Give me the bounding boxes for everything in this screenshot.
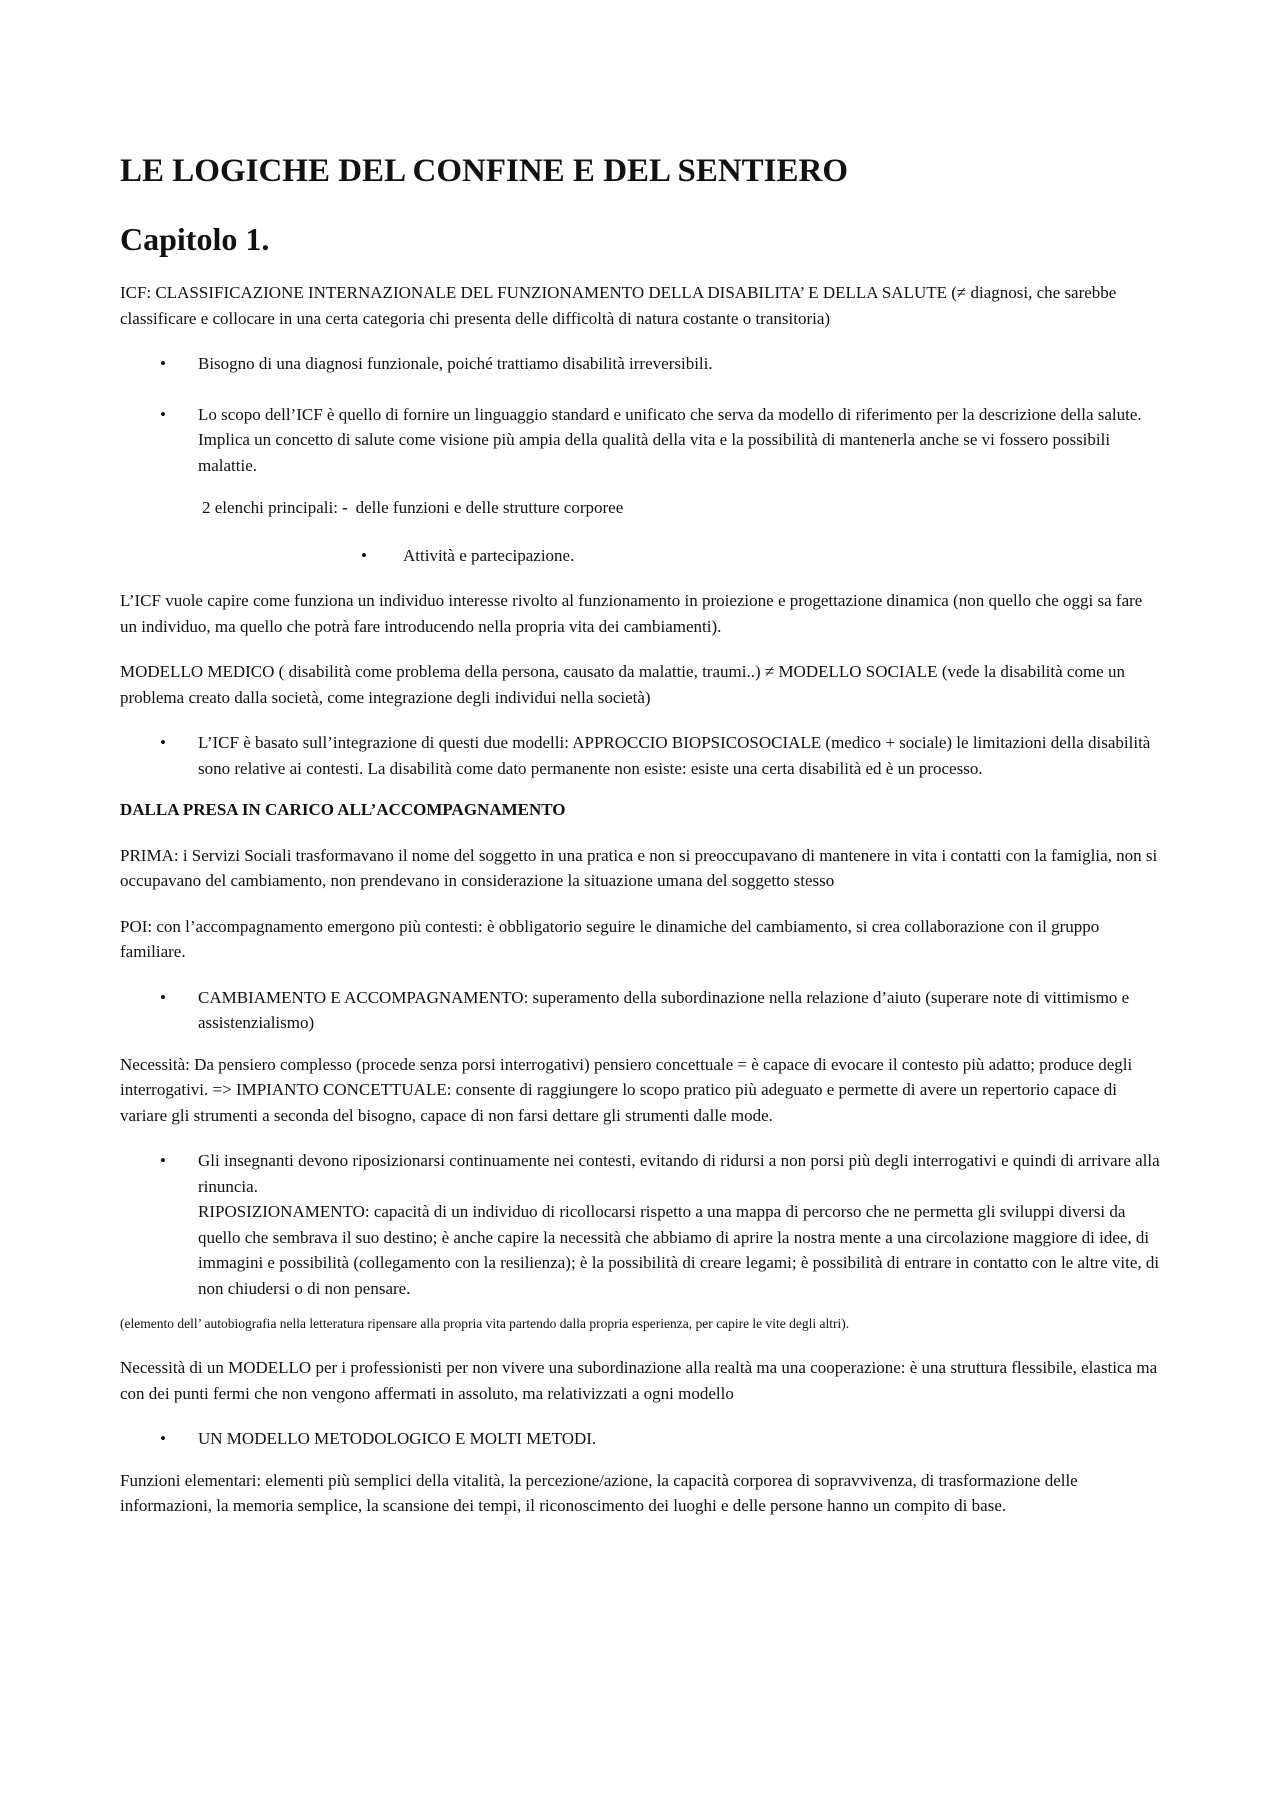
elenchi-second: Attività e partecipazione. [403,545,575,565]
bullet-icon: • [160,987,166,1007]
bullet-list-cambiamento [120,985,1160,1036]
bullet-icon: • [160,404,166,424]
bullet-icon: • [160,1429,166,1448]
chapter-heading: Capitolo 1. [120,221,270,257]
paragraph-icf-vuole: L’ICF vuole capire come funziona un individuo interesse rivolto al funzionamento in proiezione e progettazione dinamica (non quello che oggi sa fare un individuo, ma quello che potrà fare introducendo nella propria vita dei cambiamenti). [120,591,1143,636]
list-item-text: Bisogno di una diagnosi funzionale, poiché trattiamo disabilità irreversibili. [198,354,713,373]
list-item [120,985,1160,1036]
section-heading-presa: DALLA PRESA IN CARICO ALL’ACCOMPAGNAMENTO [120,800,566,819]
paragraph-necessita: Necessità: Da pensiero complesso (procede senza porsi interrogativi) pensiero concettuale = è capace di evocare il contesto più adatto; produce degli interrogativi. => IMPIANTO CONCETTUALE: consente di raggiungere lo scopo pratico più adeguato e permette di avere un repertorio capace di variare gli strumenti a seconda del bisogno, capace di non farsi dettare gli strumenti dalle mode. [120,1054,1133,1125]
list-item-text: CAMBIAMENTO E ACCOMPAGNAMENTO: superamento della subordinazione nella relazione d’aiuto (superare note di vittimismo e assistenzialismo) [198,987,1130,1032]
paragraph-icf: ICF: CLASSIFICAZIONE INTERNAZIONALE DEL FUNZIONAMENTO DELLA DISABILITA’ E DELLA SALUTE (≠ diagnosi, che sarebbe classificare e collocare in una certa categoria chi presenta delle difficoltà di natura costante o transitoria) [120,283,1117,328]
bullet-list-metodologico [120,1426,1160,1452]
bullet-list-insegnanti [120,1148,1160,1301]
list-item-text: Lo scopo dell’ICF è quello di fornire un linguaggio standard e unificato che serva da modello di riferimento per la descrizione della salute. Implica un concetto di salute come visione più ampia della qualità della vita e la possibilità di mantenerla anche se vi fossero possibili malattie. [198,404,1142,475]
list-item-text: Gli insegnanti devono riposizionarsi continuamente nei contesti, evitando di ridursi a non porsi più degli interrogativi e quindi di arrivare alla rinuncia. [198,1151,1160,1196]
bullet-icon: • [160,1151,166,1170]
bullet-icon: • [160,354,166,373]
list-item [120,351,1160,377]
paragraph-prima: PRIMA: i Servizi Sociali trasformavano il nome del soggetto in una pratica e non si preoccupavano di mantenere in vita i contatti con la famiglia, non si occupavano del cambiamento, non prendevano in considerazione la situazione umana del soggetto stesso [120,845,1158,890]
paragraph-modello: MODELLO MEDICO ( disabilità come problema della persona, causato da malattie, traumi..) ≠ MODELLO SOCIALE (vede la disabilità come un problema creato dalla società, come integrazione degli individui nella società) [120,662,1125,707]
paragraph-elemento: (elemento dell’ autobiografia nella letteratura ripensare alla propria vita partendo dalla propria esperienza, per capire le vite degli altri). [120,1316,850,1331]
paragraph-funzioni: Funzioni elementari: elementi più semplici della vitalità, la percezione/azione, la capacità corporea di sopravvivenza, di trasformazione delle informazioni, la memoria semplice, la scansione dei tempi, il riconoscimento dei luoghi e delle persone hanno un compito di base. [120,1470,1078,1515]
bullet-list-icf [120,351,1160,478]
bullet-icon: • [160,733,166,752]
list-item [120,1426,1160,1452]
elenchi-label: 2 elenchi principali: [202,498,338,517]
list-item [120,1148,1160,1301]
dash-marker: - [341,498,348,517]
list-item [120,543,1160,569]
document-page [120,150,1160,1539]
list-item [120,730,1160,781]
list-item-text: L’ICF è basato sull’integrazione di questi due modelli: APPROCCIO BIOPSICOSOCIALE (medico + sociale) le limitazioni della disabilità sono relative ai contesti. La disabilità come dato permanente non esiste: esiste una certa disabilità ed è un processo. [198,733,1151,778]
elenchi-line [120,495,1160,521]
document-title: LE LOGICHE DEL CONFINE E DEL SENTIERO [120,153,849,189]
bullet-icon: • [361,545,367,565]
paragraph-modello-professionisti: Necessità di un MODELLO per i professionisti per non vivere una subordinazione alla realtà ma una cooperazione: è una struttura flessibile, elastica ma con dei punti fermi che non vengono affermati in assoluto, ma relativizzati a ogni modello [120,1358,1158,1403]
list-item-text-riposizionamento: RIPOSIZIONAMENTO: capacità di un individuo di ricollocarsi rispetto a una mappa di percorso che ne permetta gli sviluppi diversi da quello che sembrava il suo destino; è anche capire la necessità che abbiamo di aprire la nostra mente a una circolazione maggiore di idee, di immagini e possibilità (collegamento con la resilienza); è la possibilità di creare legami; è possibilità di entrare in contatto con le altre vite, di non chiudersi o di non pensare. [198,1202,1160,1298]
list-item-text: UN MODELLO METODOLOGICO E MOLTI METODI. [198,1429,597,1448]
paragraph-poi: POI: con l’accompagnamento emergono più contesti: è obbligatorio seguire le dinamiche del cambiamento, si crea collaborazione con il gruppo familiare. [120,916,1100,961]
list-item [120,402,1160,479]
elenchi-first: delle funzioni e delle strutture corporee [355,498,624,517]
bullet-list-basato [120,730,1160,781]
